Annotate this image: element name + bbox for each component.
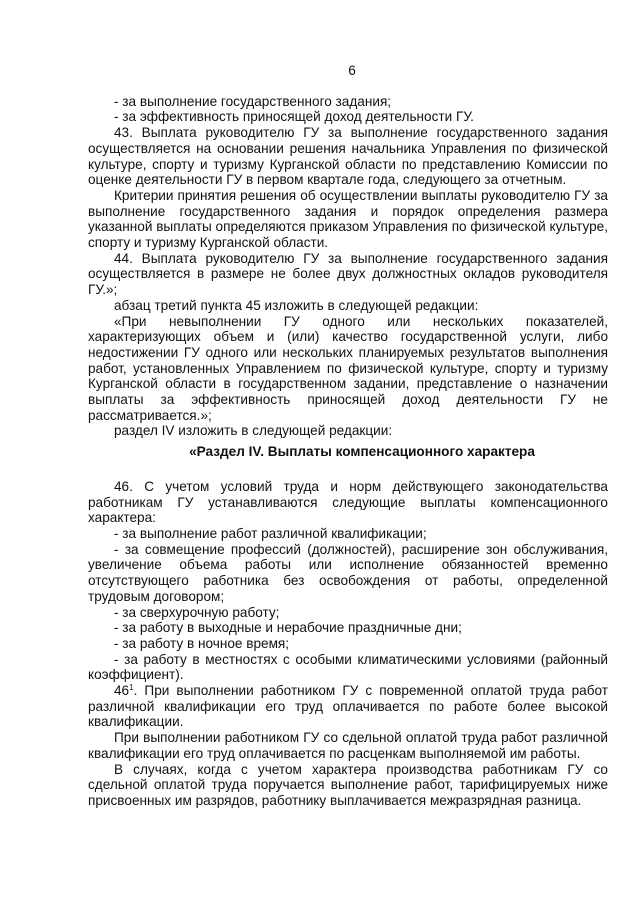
paragraph-amendment-45: абзац третий пункта 45 изложить в следующей редакции:	[114, 297, 479, 313]
paragraph-piecework: При выполнении работником ГУ со сдельной оплатой труда работ различной квалификации его труд оплачивается по расценкам выполняемой им работы.	[88, 730, 608, 761]
paragraph-44: 44. Выплата руководителю ГУ за выполнение государственного задания осуществляется в размере не более двух должностных окладов руководителя ГУ.»;	[88, 250, 608, 298]
paragraph-amendment-section-4: раздел IV изложить в следующей редакции:	[114, 423, 393, 439]
section-heading: «Раздел IV. Выплаты компенсационного характера	[189, 444, 535, 460]
list-item: - за выполнение государственного задания;	[114, 93, 392, 109]
superscript: 1	[129, 683, 134, 693]
list-item: - за совмещение профессий (должностей), расширение зон обслуживания, увеличение объема работы или исполнение обязанностей временно отсутствующего работника без освобождения от работы, определенной трудовым договором;	[88, 541, 608, 604]
paragraph-46: 46. С учетом условий труда и норм действующего законодательства работникам ГУ устанавливаются следующие выплаты компенсационного характера:	[88, 478, 608, 526]
paragraph-46-1	[88, 683, 608, 730]
paragraph-43: 43. Выплата руководителю ГУ за выполнение государственного задания осуществляется на основании решения начальника Управления по физической культуре, спорту и туризму Курганской области по представлению Комиссии по оценке деятельности ГУ в первом квартале года, следующего за отчетным.	[88, 125, 608, 188]
list-item: - за работу в выходные и нерабочие праздничные дни;	[114, 620, 462, 636]
paragraph-text: . При выполнении работником ГУ с повременной оплатой труда работ различной квалификации его труд оплачивается по работе более высокой квалификации.	[88, 683, 608, 730]
list-item: - за работу в местностях с особыми климатическими условиями (районный коэффициент).	[88, 651, 608, 683]
paragraph-number: 46	[114, 683, 130, 699]
list-item: - за эффективность приносящей доход деятельности ГУ.	[114, 109, 474, 125]
list-item: - за сверхурочную работу;	[114, 604, 280, 620]
paragraph-criteria: Критерии принятия решения об осуществлении выплаты руководителю ГУ за выполнение государственного задания и порядок определения размера указанной выплаты определяются приказом Управления по физической культуре, спорту и туризму Курганской области.	[88, 187, 608, 251]
spacer	[88, 460, 608, 479]
paragraph-grade-difference: В случаях, когда с учетом характера производства работникам ГУ со сдельной оплатой труда поручается выполнение работ, тарифицируемых ниже присвоенных им разрядов, работнику выплачивается межразрядная разница.	[88, 761, 608, 808]
list-item: - за выполнение работ различной квалификации;	[114, 525, 427, 541]
page-number: 6	[348, 63, 356, 78]
list-item: - за работу в ночное время;	[114, 635, 290, 651]
paragraph-quote-45: «При невыполнении ГУ одного или нескольких показателей, характеризующих объем и (или) качество государственной услуги, либо недостижении ГУ одного или нескольких планируемых результатов выполнения работ, установленных Управлением по физической культуре, спорту и туризму Курганской области в государственном задании, представление о назначении выплаты за эффективность приносящей доход деятельности ГУ не рассматривается.»;	[88, 313, 608, 423]
